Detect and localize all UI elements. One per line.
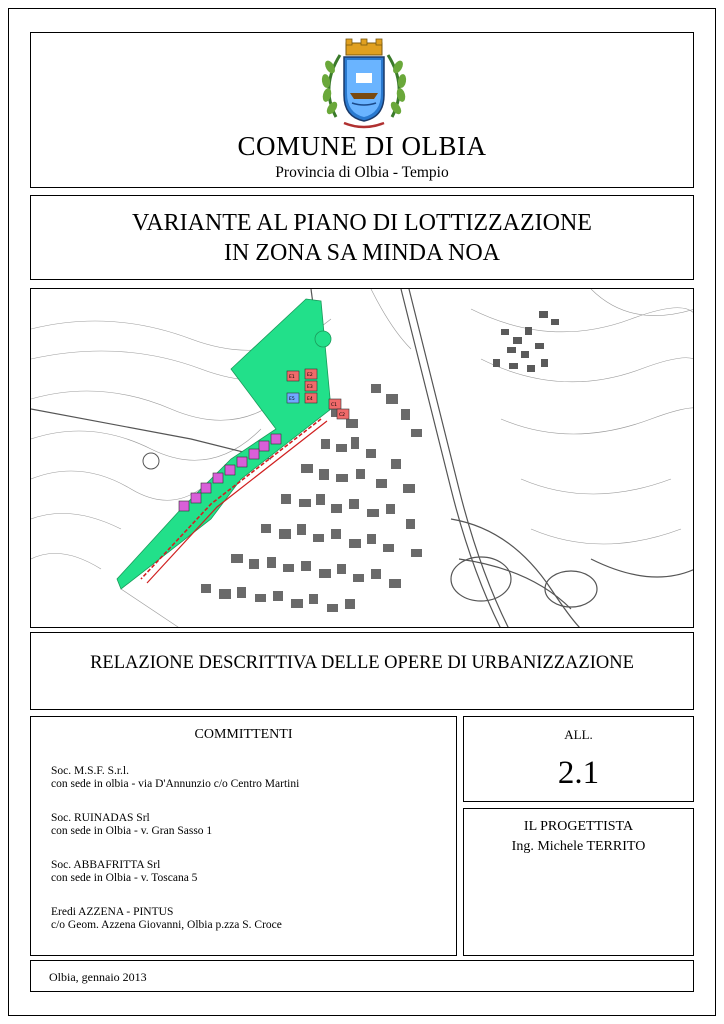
client-entry: [51, 812, 212, 838]
progettista-box: [463, 808, 694, 956]
committenti-title: COMMITTENTI: [194, 727, 293, 742]
client-entry: [51, 859, 197, 885]
lot-label: E2: [307, 373, 313, 378]
site-plan-drawing: [31, 289, 694, 628]
client-name: Eredi AZZENA - PINTUS: [51, 906, 174, 918]
lot-label: E3: [307, 385, 313, 390]
client-address: con sede in olbia - via D'Annunzio c/o Centro Martini: [51, 778, 300, 790]
document-title-line1: VARIANTE AL PIANO DI LOTTIZZAZIONE: [132, 210, 592, 236]
lot-label: C1: [331, 403, 338, 408]
client-name: Soc. RUINADAS Srl: [51, 812, 150, 824]
site-plan-map: [30, 288, 694, 628]
lot-label: E4: [307, 397, 313, 402]
client-name: Soc. M.S.F. S.r.l.: [51, 765, 130, 777]
document-title-line2: IN ZONA SA MINDA NOA: [223, 240, 500, 266]
document-subject: RELAZIONE DESCRITTIVA DELLE OPERE DI URBANIZZAZIONE: [90, 653, 634, 673]
lot-label: E5: [289, 397, 295, 402]
header-box: [30, 32, 694, 188]
allegato-number: 2.1: [557, 755, 600, 791]
client-name: Soc. ABBAFRITTA Srl: [51, 859, 161, 871]
lot-label: C2: [339, 413, 346, 418]
relazione-box: [30, 632, 694, 710]
allegato-box: [463, 716, 694, 802]
comune-name: COMUNE DI OLBIA: [237, 131, 487, 161]
progettista-title: IL PROGETTISTA: [523, 819, 634, 834]
lot-label: E1: [289, 375, 295, 380]
client-entry: [51, 906, 282, 932]
progettista-name: Ing. Michele TERRITO: [511, 839, 646, 854]
client-address: c/o Geom. Azzena Giovanni, Olbia p.zza S. Croce: [51, 919, 282, 931]
committenti-box: [30, 716, 457, 956]
date-box: [30, 960, 694, 992]
comune-di-olbia-crest-icon: [316, 37, 412, 131]
allegato-label: ALL.: [564, 727, 593, 742]
document-date: Olbia, gennaio 2013: [49, 970, 147, 984]
client-address: con sede in Olbia - v. Gran Sasso 1: [51, 825, 213, 837]
provincia-name: Provincia di Olbia - Tempio: [275, 164, 449, 181]
client-entry: [51, 765, 299, 791]
client-address: con sede in Olbia - v. Toscana 5: [51, 872, 198, 884]
title-box: [30, 195, 694, 280]
